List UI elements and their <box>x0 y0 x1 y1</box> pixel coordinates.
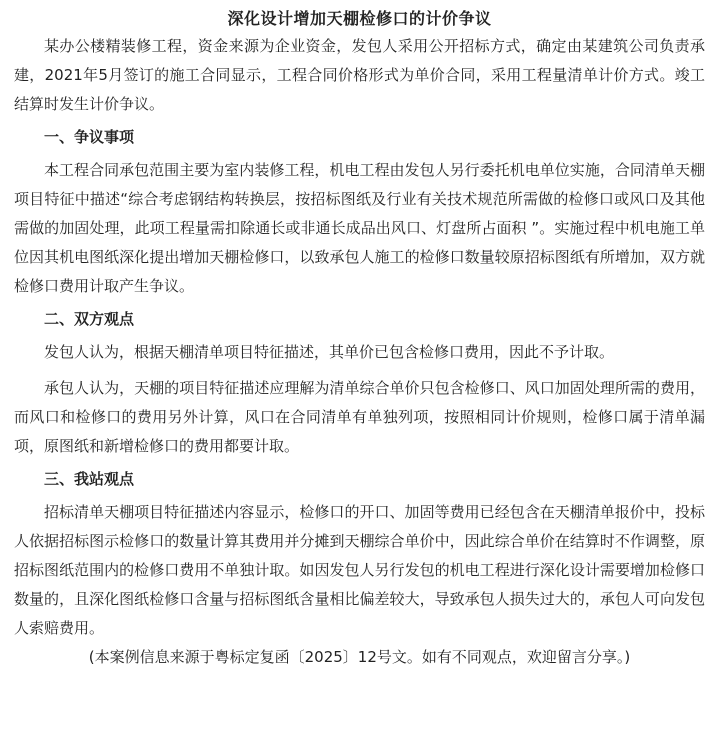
our-view-paragraph: 招标清单天棚项目特征描述内容显示，检修口的开口、加固等费用已经包含在天棚清单报价中，投标人依据招标图示检修口的数量计算其费用并分摊到天棚综合单价中，因此综合单价在结算时不作调整，原招标图纸范围内的检修口费用不单独计取。如因发包人另行发包的机电工程进行深化设计需要增加检修口数量的，且深化图纸检修口含量与招标图纸含量相比偏差较大，导致承包人损失过大的，承包人可向发包人索赔费用。 <box>14 503 705 637</box>
employer-view-paragraph: 发包人认为，根据天棚清单项目特征描述，其单价已包含检修口费用，因此不予计取。 <box>44 343 615 361</box>
source-footnote: (本案例信息来源于粤标定复函〔2025〕12号文。如有不同观点，欢迎留言分享。) <box>88 648 631 666</box>
dispute-paragraph: 本工程合同承包范围主要为室内装修工程，机电工程由发包人另行委托机电单位实施，合同清单天棚项目特征中描述“综合考虑钢结构转换层，按招标图纸及行业有关技术规范所需做的检修口或风口及其他需做的加固处理，此项工程量需扣除通长或非通长成品出风口、灯盘所占面积 ”。实施过程中机电施工单位因其机电图纸深化提出增加天棚检修口，以致承包人施工的检修口数量较原招标图纸有所增加，双方就检修口费用计取产生争议。 <box>14 161 705 295</box>
section-heading-dispute: 一、争议事项 <box>44 128 135 146</box>
document-title: 深化设计增加天棚检修口的计价争议 <box>227 9 492 28</box>
section-heading-our-view: 三、我站观点 <box>44 470 135 488</box>
contractor-view-paragraph: 承包人认为，天棚的项目特征描述应理解为清单综合单价只包含检修口、风口加固处理所需的费用，而风口和检修口的费用另外计算，风口在合同清单有单独列项，按照相同计价规则，检修口属于清单漏项，原图纸和新增检修口的费用都要计取。 <box>14 379 705 455</box>
intro-paragraph: 某办公楼精装修工程，资金来源为企业资金，发包人采用公开招标方式，确定由某建筑公司负责承建，2021年5月签订的施工合同显示，工程合同价格形式为单价合同，采用工程量清单计价方式。竣工结算时发生计价争议。 <box>14 37 705 113</box>
section-heading-positions: 二、双方观点 <box>44 310 135 328</box>
